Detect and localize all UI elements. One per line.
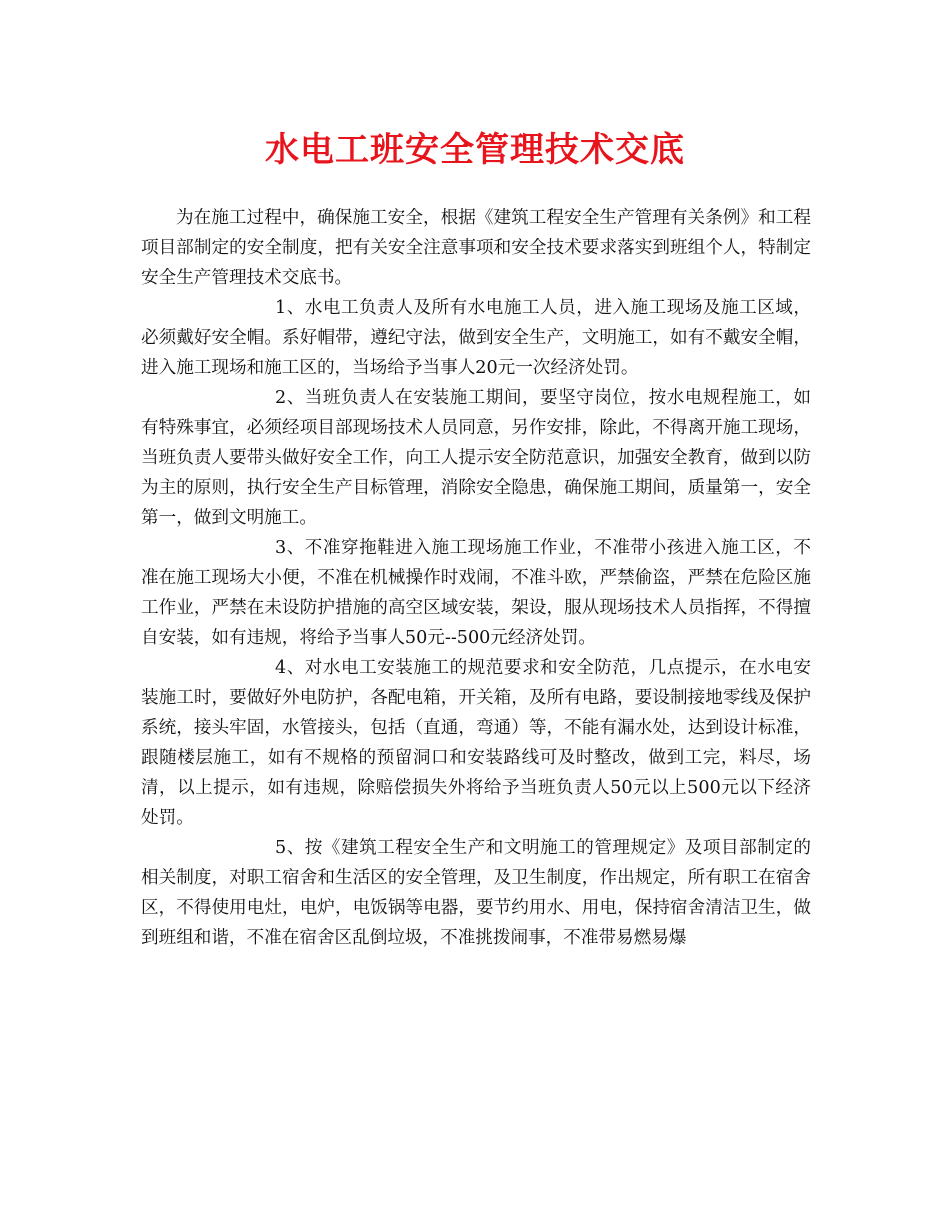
paragraph-item-2: 2、当班负责人在安装施工期间，要坚守岗位，按水电规程施工，如有特殊事宜，必须经项目部现场技术人员同意，另作安排，除此，不得离开施工现场，当班负责人要带头做好安全工作，向工人提示安全防范意识，加强安全教育，做到以防为主的原则，执行安全生产目标管理，消除安全隐患，确保施工期间，质量第一，安全第一，做到文明施工。 [141,388,811,528]
paragraph-item-3: 3、不准穿拖鞋进入施工现场施工作业，不准带小孩进入施工区，不准在施工现场大小便，不准在机械操作时戏闹，不准斗欧，严禁偷盗，严禁在危险区施工作业，严禁在未设防护措施的高空区域安装，架设，服从现场技术人员指挥，不得擅自安装，如有违规，将给予当事人50元--500元经济处罚。 [141,538,811,648]
document-body [141,203,811,953]
paragraph-intro: 为在施工过程中，确保施工安全，根据《建筑工程安全生产管理有关条例》和工程项目部制定的安全制度，把有关安全注意事项和安全技术要求落实到班组个人，特制定安全生产管理技术交底书。 [141,208,811,288]
document-title: 水电工班安全管理技术交底 [265,130,685,170]
paragraph-item-1: 1、水电工负责人及所有水电施工人员，进入施工现场及施工区域，必须戴好安全帽。系好帽带，遵纪守法，做到安全生产，文明施工，如有不戴安全帽，进入施工现场和施工区的，当场给予当事人20元一次经济处罚。 [141,298,811,378]
paragraph-item-5: 5、按《建筑工程安全生产和文明施工的管理规定》及项目部制定的相关制度，对职工宿舍和生活区的安全管理，及卫生制度，作出规定，所有职工在宿舍区，不得使用电灶，电炉，电饭锅等电器，要节约用水、用电，保持宿舍清洁卫生，做到班组和谐，不准在宿舍区乱倒垃圾，不准挑拨闹事，不准带易燃易爆 [141,838,811,948]
paragraph-item-4: 4、对水电工安装施工的规范要求和安全防范，几点提示，在水电安装施工时，要做好外电防护，各配电箱，开关箱，及所有电路，要设制接地零线及保护系统，接头牢固，水管接头，包括（直通，弯通）等，不能有漏水处，达到设计标准，跟随楼层施工，如有不规格的预留洞口和安装路线可及时整改，做到工完，料尽，场清，以上提示，如有违规，除赔偿损失外将给予当班负责人50元以上500元以下经济处罚。 [141,658,811,828]
